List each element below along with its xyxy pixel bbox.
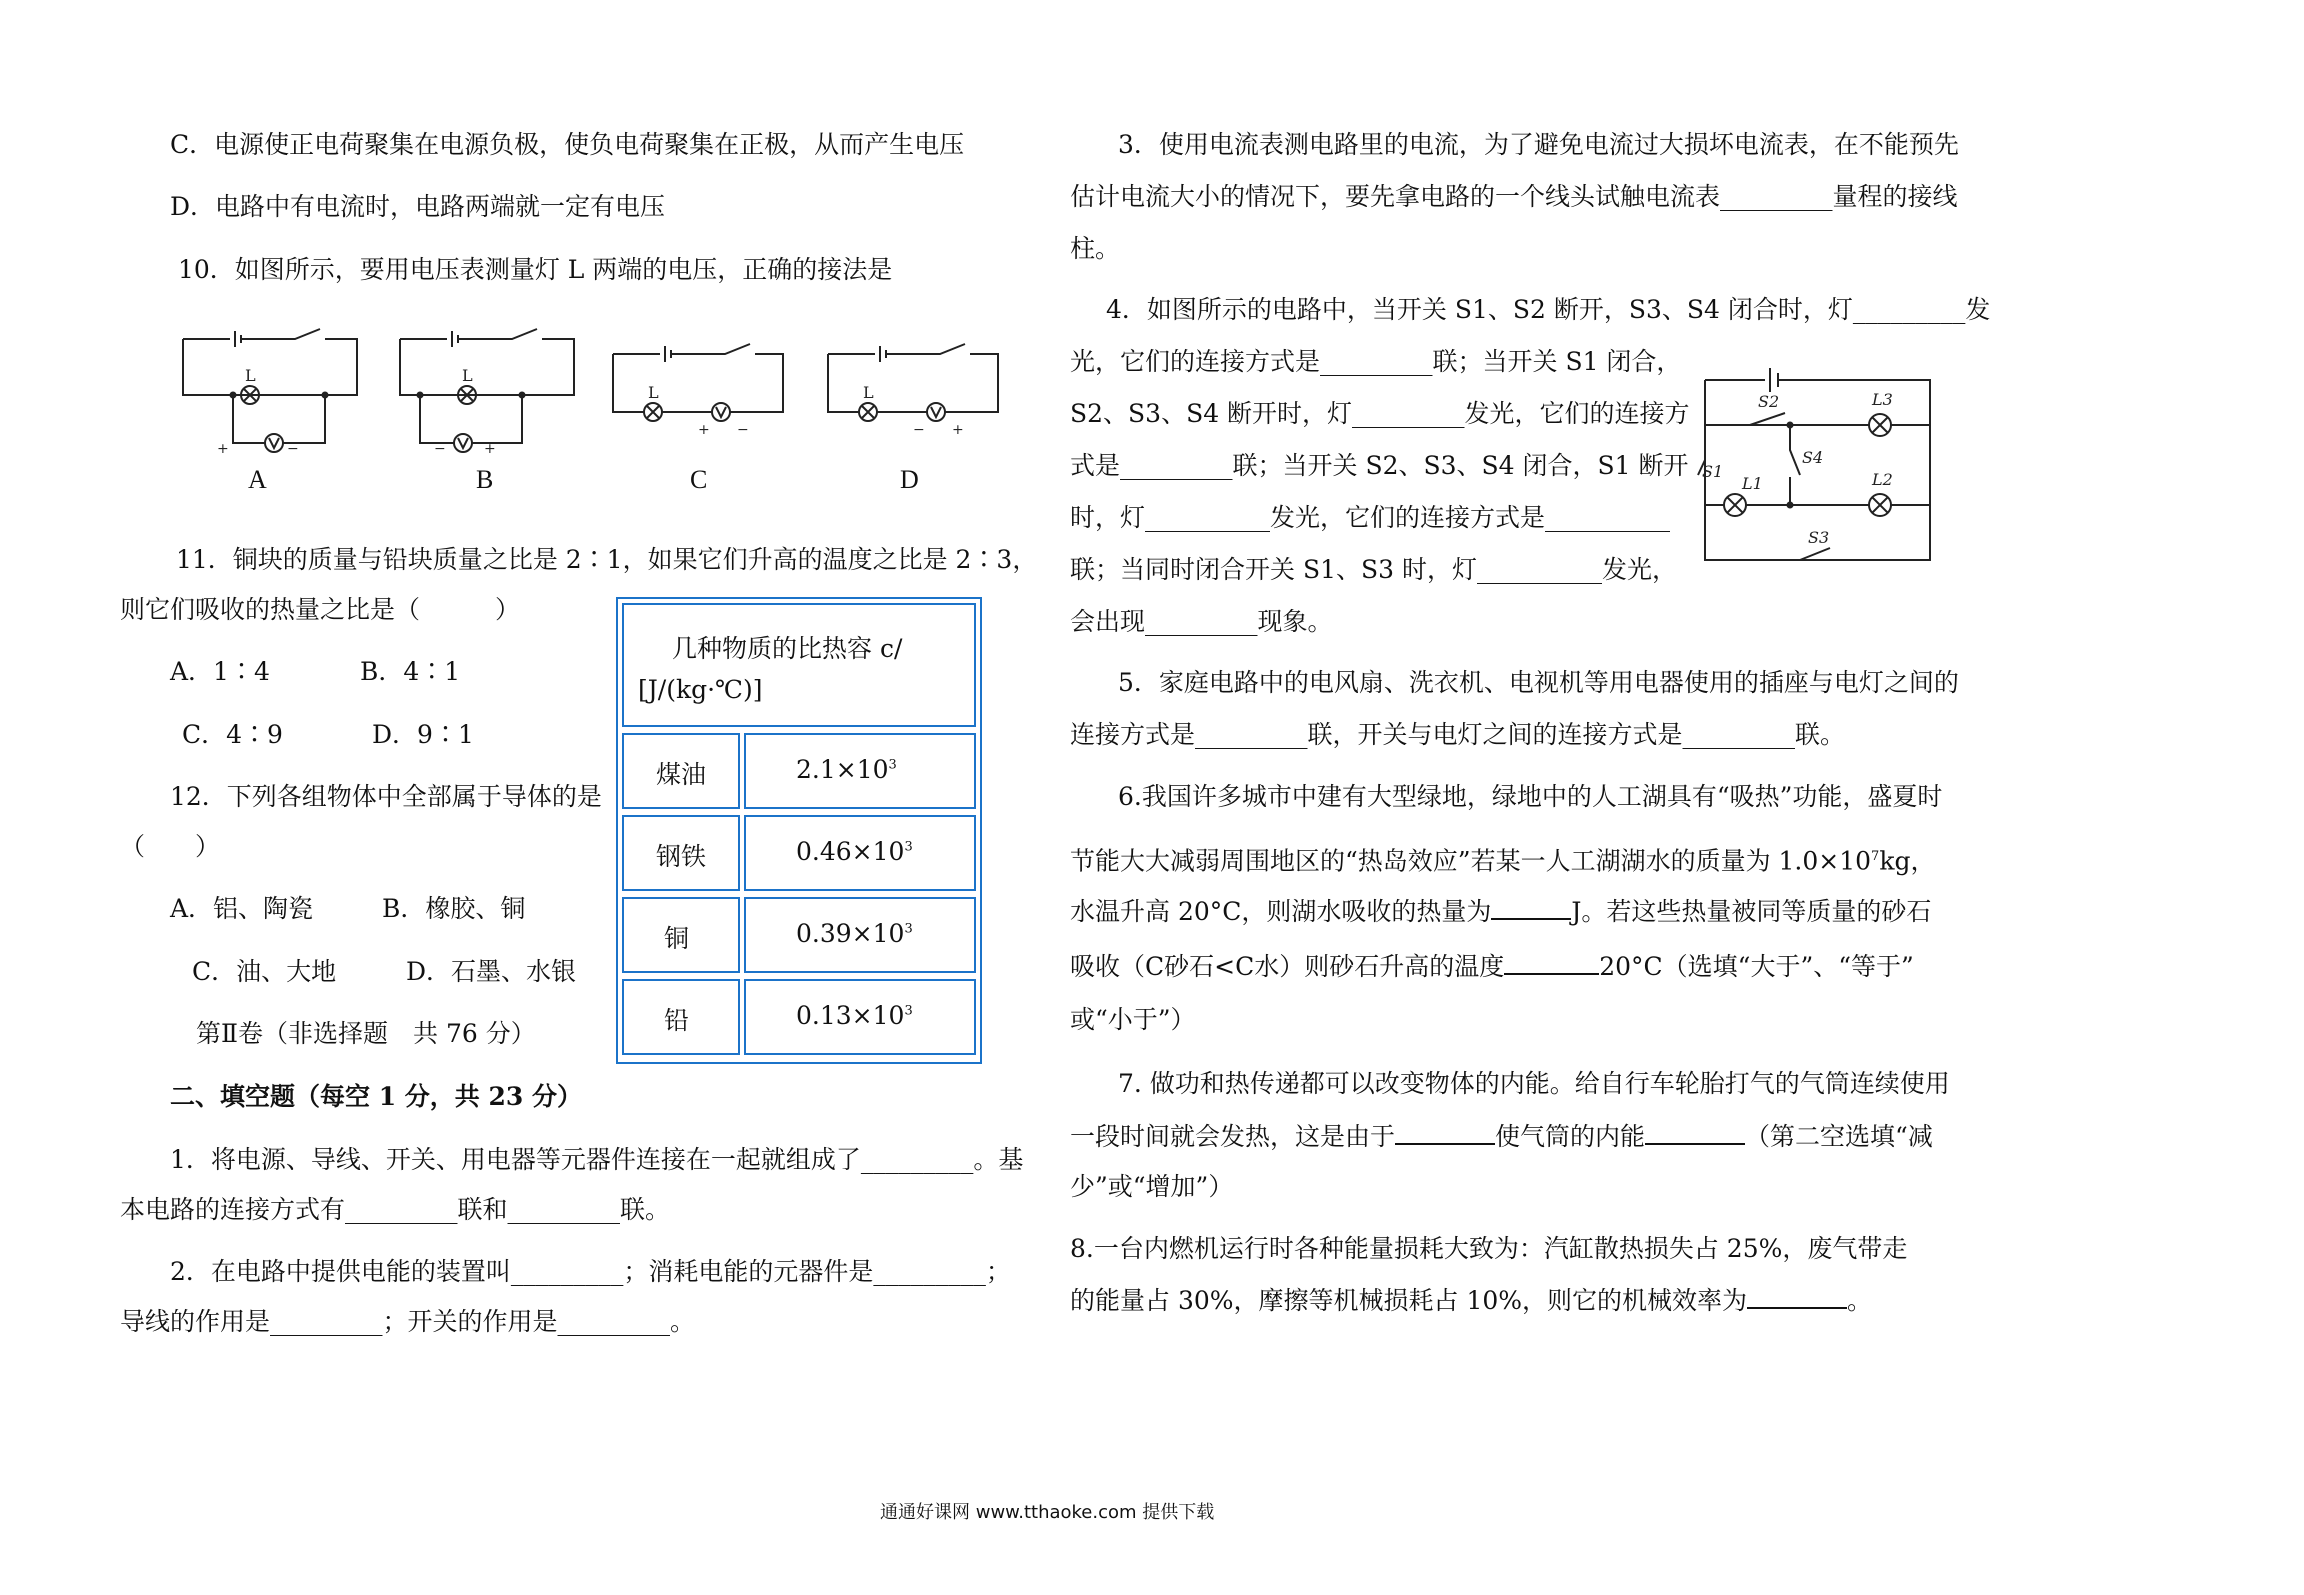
table-row: [622, 979, 740, 1055]
footer-credit: 通通好课网 www.tthaoke.com 提供下载: [880, 1502, 1215, 1523]
table-cell-substance: 铜: [664, 924, 690, 953]
table-cell-substance: 铅: [664, 1006, 690, 1035]
fill6-line5: 或“小于”）: [1070, 1005, 1196, 1034]
svg-text:L: L: [648, 383, 659, 402]
q10-option-d: D: [900, 465, 919, 494]
label-l1: L1: [1742, 474, 1763, 493]
svg-text:−: −: [434, 441, 446, 455]
q10-option-a: A: [248, 465, 267, 494]
table-cell-value: $0.46\times 10^3$: [796, 837, 913, 866]
q12-stem-line1: 12．下列各组物体中全部属于导体的是: [170, 782, 602, 811]
fill6-line4: 吸收（C砂石<C水）则砂石升高的温度 20°C（选填“大于”、“等于”: [1070, 952, 1914, 981]
svg-text:L: L: [245, 366, 256, 385]
fill5-line2: 连接方式是_________联，开关与电灯之间的连接方式是_________联。: [1070, 720, 1846, 749]
q10-stem: 10．如图所示，要用电压表测量灯 L 两端的电压，正确的接法是: [178, 255, 893, 284]
fill7-line2: 一段时间就会发热，这是由于 使气筒的内能 （第二空选填“减: [1070, 1122, 1933, 1151]
q11-stem-line2: 则它们吸收的热量之比是（ ）: [120, 595, 521, 624]
table-header-cell: [622, 603, 976, 727]
q9-option-c: C．电源使正电荷聚集在电源负极，使负电荷聚集在正极，从而产生电压: [170, 130, 965, 159]
fill6-line1: 6.我国许多城市中建有大型绿地，绿地中的人工湖具有“吸热”功能，盛夏时: [1118, 782, 1943, 811]
q12-option-c: C．油、大地: [192, 957, 337, 986]
fill6-line2: 节能大大减弱周围地区的“热岛效应”若某一人工湖湖水的质量为 $1.0\times 10^7kg$，: [1070, 846, 1936, 876]
table-row: [744, 897, 976, 973]
fill8-line2: 的能量占 30%，摩擦等机械损耗占 10%，则它的机械效率为 。: [1070, 1286, 1873, 1315]
q12-option-b: B．橡胶、铜: [382, 894, 526, 923]
fill7-line3: 少”或“增加”）: [1070, 1172, 1234, 1201]
fill1-line2: 本电路的连接方式有_________联和_________联。: [120, 1195, 671, 1224]
circuit-d: [820, 340, 1010, 440]
fill7-line1: 7. 做功和热传递都可以改变物体的内能。给自行车轮胎打气的气筒连续使用: [1118, 1069, 1950, 1098]
label-l2: L2: [1872, 470, 1893, 489]
table-row: [744, 733, 976, 809]
fill2-line2: 导线的作用是_________；开关的作用是_________。: [120, 1307, 696, 1336]
label-s4: S4: [1802, 448, 1824, 467]
table-cell-substance: 煤油: [656, 760, 707, 789]
table-cell-value: $0.39\times 10^3$: [796, 919, 913, 948]
fill3-line1: 3．使用电流表测电路里的电流，为了避免电流过大损坏电流表，在不能预先: [1118, 130, 1959, 159]
svg-text:+: +: [952, 422, 964, 438]
circuit-b: [392, 325, 582, 455]
q12-option-d: D．石墨、水银: [406, 957, 577, 986]
fill1-line1: 1．将电源、导线、开关、用电器等元器件连接在一起就组成了_________。基: [170, 1145, 1024, 1174]
table-row: [744, 979, 976, 1055]
table-row: [622, 897, 740, 973]
fill4-line3: S2、S3、S4 断开时，灯_________发光，它们的连接方: [1070, 399, 1690, 428]
q11-stem-line1: 11．铜块的质量与铅块质量之比是 2∶1，如果它们升高的温度之比是 2∶3，: [176, 545, 1038, 574]
q11-option-b: B．4∶1: [360, 657, 461, 686]
fill4-line4: 式是_________联；当开关 S2、S3、S4 闭合，S1 断开: [1070, 451, 1689, 480]
q10-option-b: B: [476, 465, 494, 494]
label-l3: L3: [1872, 390, 1893, 409]
svg-text:−: −: [737, 422, 749, 438]
part2-heading: 第Ⅱ卷（非选择题 共 76 分）: [196, 1019, 536, 1048]
label-s3: S3: [1808, 528, 1830, 547]
fill4-line5: 时，灯__________发光，它们的连接方式是__________: [1070, 503, 1671, 532]
q12-option-a: A．铝、陶瓷: [170, 894, 314, 923]
fill4-line7: 会出现_________现象。: [1070, 607, 1333, 636]
q12-stem-line2: （ ）: [120, 832, 221, 861]
svg-text:+: +: [698, 422, 710, 438]
specific-heat-table: [616, 597, 982, 1064]
fill3-line2: 估计电流大小的情况下，要先拿电路的一个线头试触电流表_________量程的接线: [1070, 182, 1958, 211]
fill3-line3: 柱。: [1070, 234, 1121, 263]
svg-text:+: +: [217, 441, 229, 455]
q11-option-d: D．9∶1: [372, 720, 474, 749]
fill4-line1: 4．如图所示的电路中，当开关 S1、S2 断开，S3、S4 闭合时，灯_________发: [1106, 295, 1991, 324]
q9-option-d: D．电路中有电流时，电路两端就一定有电压: [170, 192, 666, 221]
table-row: [744, 815, 976, 891]
q4-circuit-diagram: [1690, 355, 1950, 575]
table-header-line1: 几种物质的比热容 c/: [672, 634, 903, 663]
svg-text:L: L: [462, 366, 473, 385]
section2-heading: 二、填空题（每空 1 分，共 23 分）: [170, 1082, 583, 1111]
q11-option-c: C．4∶9: [182, 720, 283, 749]
table-row: [622, 733, 740, 809]
fill2-line1: 2．在电路中提供电能的装置叫_________；消耗电能的元器件是_________；: [170, 1257, 1011, 1286]
table-cell-substance: 钢铁: [656, 842, 707, 871]
svg-text:−: −: [287, 441, 299, 455]
label-s1: S1: [1702, 462, 1724, 481]
fill5-line1: 5．家庭电路中的电风扇、洗衣机、电视机等用电器使用的插座与电灯之间的: [1118, 668, 1959, 697]
circuit-a: [175, 325, 365, 455]
table-header-line2: [J/(kg·℃)]: [638, 675, 763, 704]
fill4-line2: 光，它们的连接方式是_________联；当开关 S1 闭合，: [1070, 347, 1682, 376]
q10-option-c: C: [690, 465, 708, 494]
svg-text:+: +: [484, 441, 496, 455]
table-row: [622, 815, 740, 891]
fill6-line3: 水温升高 20°C，则湖水吸收的热量为 J。若这些热量被同等质量的砂石: [1070, 897, 1932, 926]
svg-text:L: L: [863, 383, 874, 402]
svg-text:−: −: [913, 422, 925, 438]
table-cell-value: $0.13\times 10^3$: [796, 1001, 913, 1030]
table-cell-value: $2.1\times 10^3$: [796, 755, 897, 784]
label-s2: S2: [1758, 392, 1780, 411]
circuit-c: [605, 340, 795, 440]
fill4-line6: 联；当同时闭合开关 S1、S3 时，灯__________发光，: [1070, 555, 1677, 584]
q11-option-a: A．1∶4: [170, 657, 270, 686]
fill8-line1: 8.一台内燃机运行时各种能量损耗大致为：汽缸散热损失占 25%，废气带走: [1070, 1234, 1908, 1263]
